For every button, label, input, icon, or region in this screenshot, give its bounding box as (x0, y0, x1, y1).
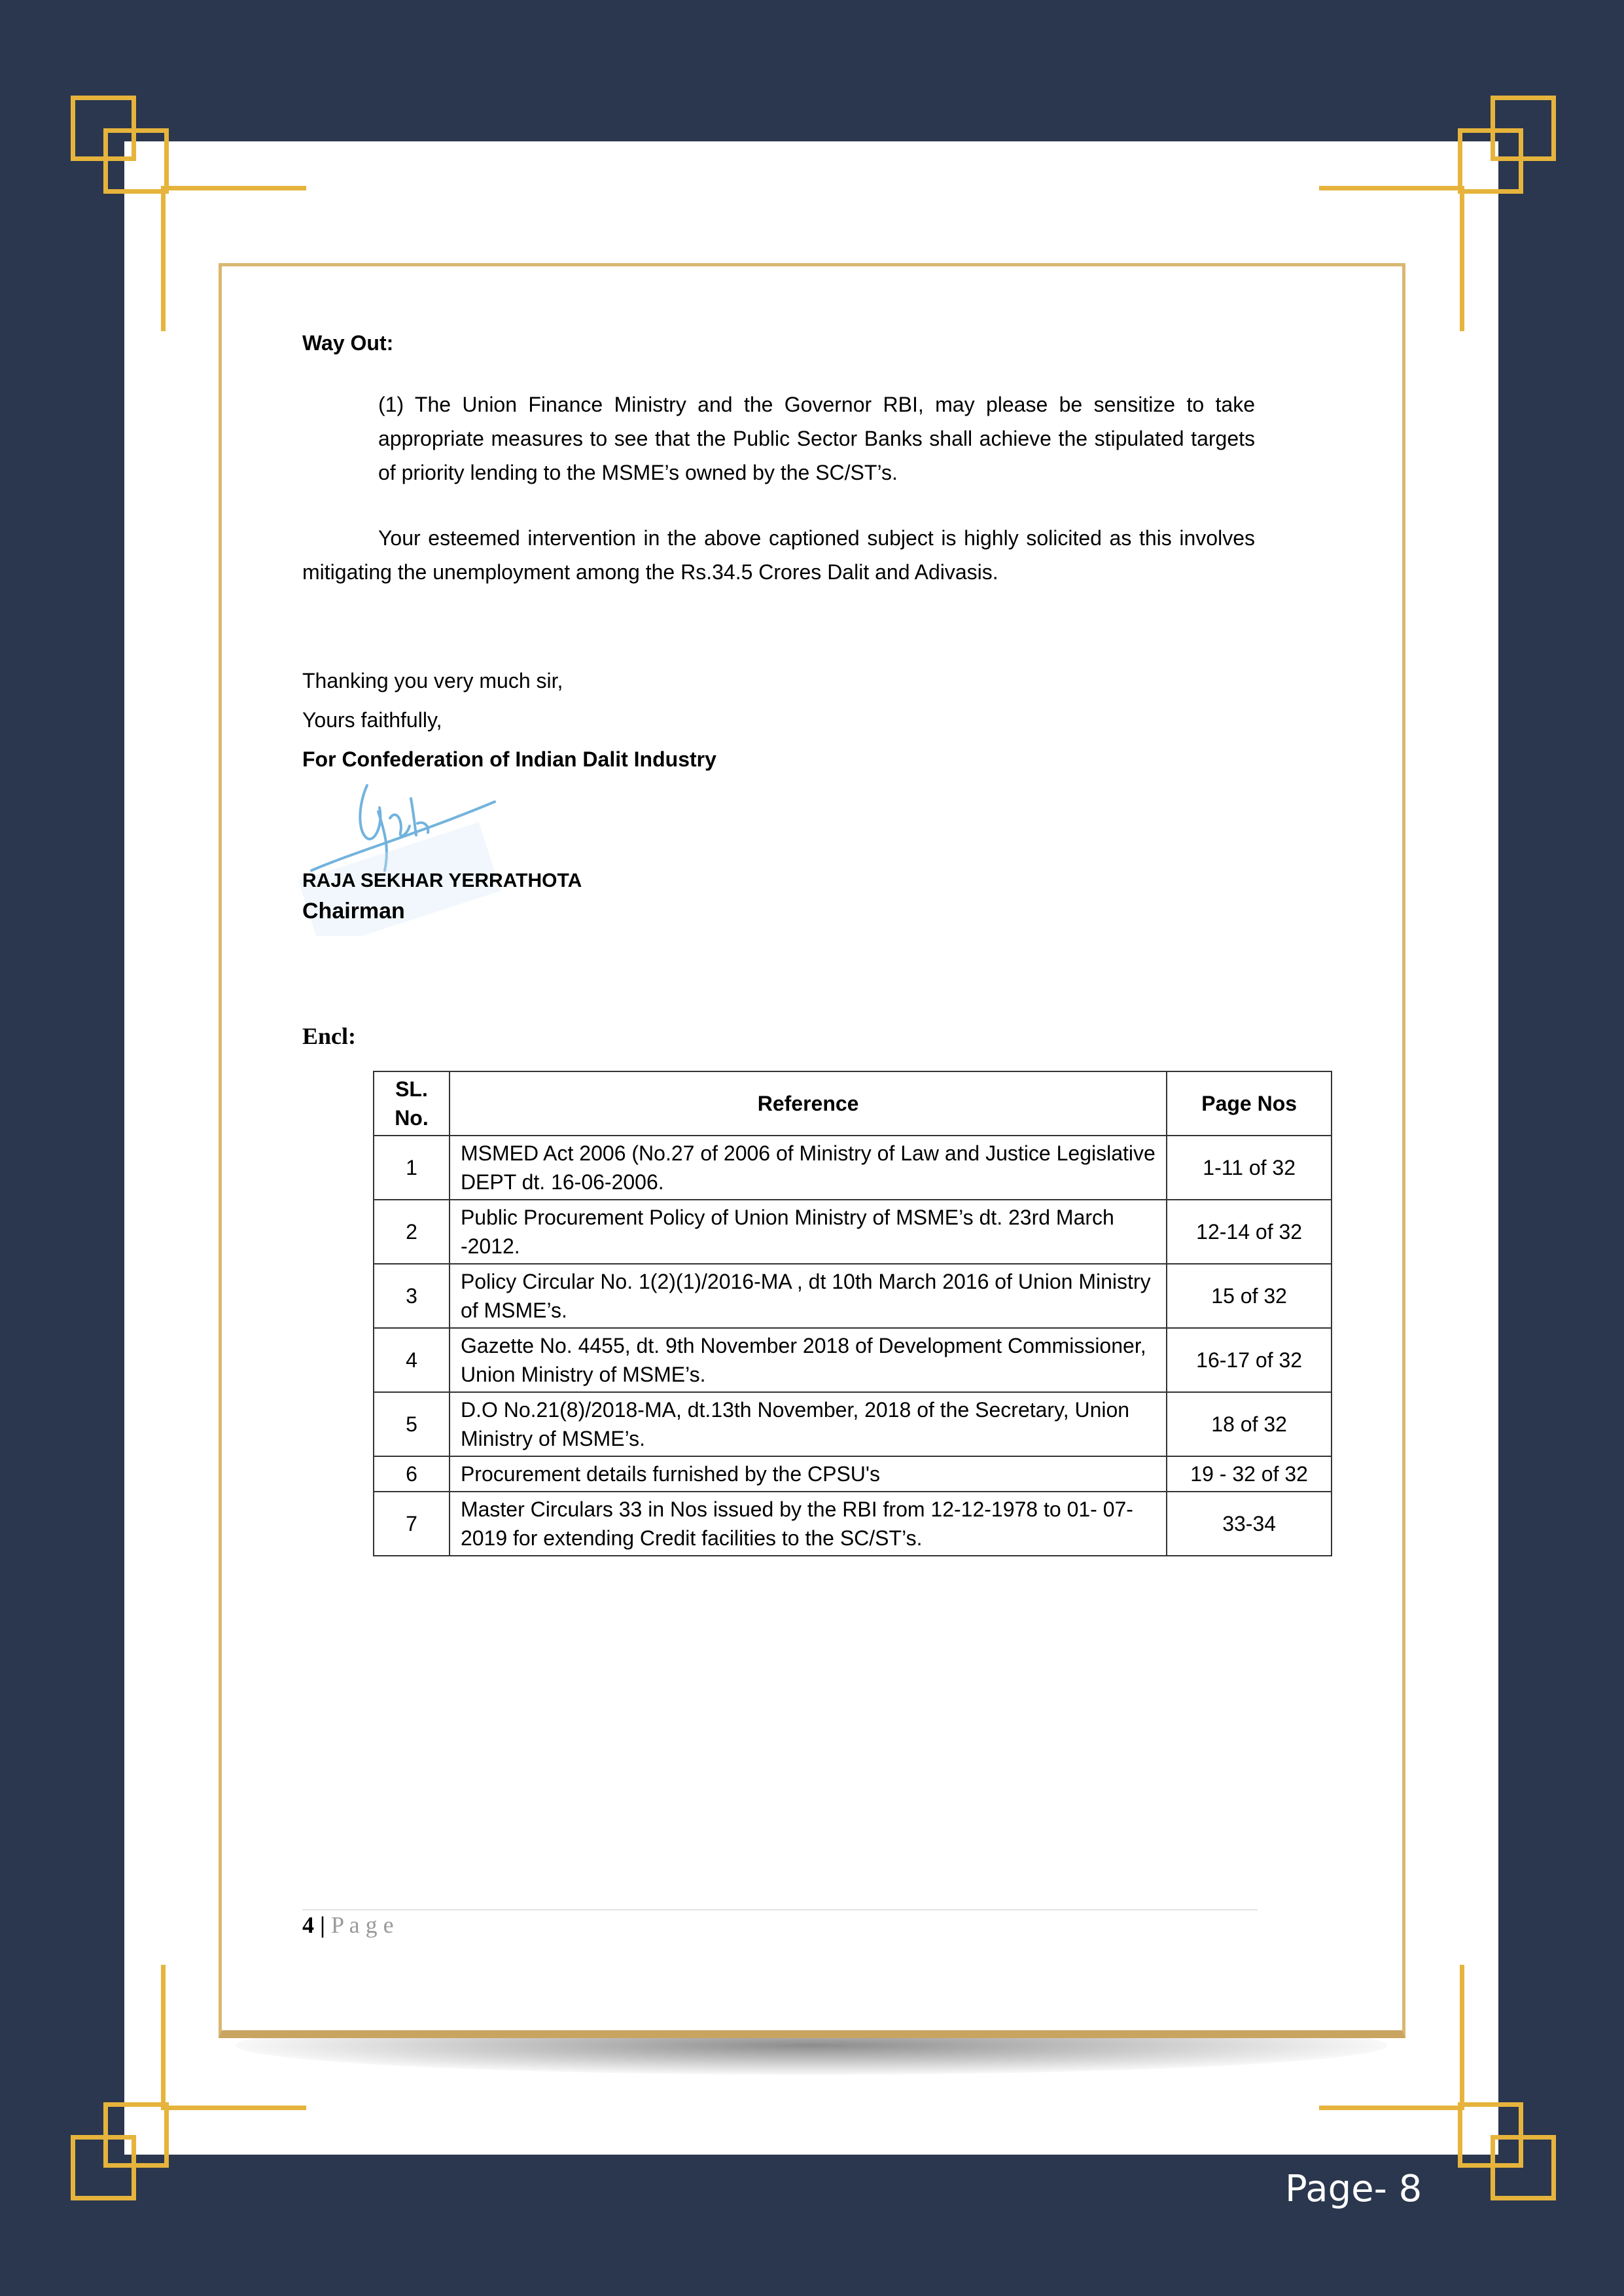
header-reference: Reference (450, 1071, 1167, 1136)
table-row (374, 1492, 1332, 1556)
row-number: 7 (374, 1492, 450, 1556)
row-reference: Procurement details furnished by the CPSU's (450, 1456, 1167, 1492)
footer-page-number: 4 (302, 1912, 314, 1938)
table-row (374, 1392, 1332, 1456)
table-row (374, 1200, 1332, 1264)
footer-page-word: P a g e (330, 1912, 394, 1938)
row-pages: 12-14 of 32 (1167, 1200, 1332, 1264)
signatory-title: Chairman (302, 899, 405, 924)
row-number: 5 (374, 1392, 450, 1456)
signatory-name: RAJA SEKHAR YERRATHOTA (302, 870, 582, 891)
row-number: 2 (374, 1200, 450, 1264)
row-pages: 1-11 of 32 (1167, 1136, 1332, 1200)
row-number: 4 (374, 1328, 450, 1392)
row-pages: 16-17 of 32 (1167, 1328, 1332, 1392)
header-page-nos: Page Nos (1167, 1071, 1332, 1136)
organization-name: For Confederation of Indian Dalit Industry (302, 747, 716, 771)
row-reference: Policy Circular No. 1(2)(1)/2016-MA , dt 10th March 2016 of Union Ministry of MSME’s. (450, 1264, 1167, 1328)
enclosures-label: Encl: (302, 1023, 357, 1049)
row-number: 6 (374, 1456, 450, 1492)
row-number: 3 (374, 1264, 450, 1328)
closing-yours-faithfully: Yours faithfully, (302, 708, 442, 732)
intervention-paragraph: Your esteemed intervention in the above captioned subject is highly solicited as this involves mitigating the unemployment among the Rs.34.5 Crores Dalit and Adivasis. (302, 526, 1255, 584)
footer-divider (302, 1909, 1258, 1910)
enclosures-table (373, 1071, 1332, 1556)
row-pages: 15 of 32 (1167, 1264, 1332, 1328)
row-pages: 33-34 (1167, 1492, 1332, 1556)
row-pages: 19 - 32 of 32 (1167, 1456, 1332, 1492)
row-reference: Public Procurement Policy of Union Ministry of MSME’s dt. 23rd March -2012. (450, 1200, 1167, 1264)
table-row (374, 1328, 1332, 1392)
row-reference: Gazette No. 4455, dt. 9th November 2018 of Development Commissioner, Union Ministry of MSME’s. (450, 1328, 1167, 1392)
row-reference: MSMED Act 2006 (No.27 of 2006 of Ministry of Law and Justice Legislative DEPT dt. 16-06-2006. (450, 1136, 1167, 1200)
way-out-heading: Way Out: (302, 331, 394, 355)
footer-separator: | (320, 1912, 325, 1938)
table-row (374, 1136, 1332, 1200)
point-1-text: (1) The Union Finance Ministry and the Governor RBI, may please be sensitize to take appropriate measures to see that the Public Sector Banks shall achieve the stipulated targets of priority lending to the MSME’s owned by the SC/ST’s. (378, 393, 1255, 484)
row-reference: D.O No.21(8)/2018-MA, dt.13th November, 2018 of the Secretary, Union Ministry of MSME’s. (450, 1392, 1167, 1456)
table-row (374, 1456, 1332, 1492)
row-number: 1 (374, 1136, 450, 1200)
table-row (374, 1264, 1332, 1328)
row-reference: Master Circulars 33 in Nos issued by the RBI from 12-12-1978 to 01- 07-2019 for extending Credit facilities to the SC/ST’s. (450, 1492, 1167, 1556)
row-pages: 18 of 32 (1167, 1392, 1332, 1456)
header-sl-no: SL. No. (374, 1071, 450, 1136)
closing-thanks: Thanking you very much sir, (302, 669, 563, 692)
table-header-row (374, 1071, 1332, 1136)
page-footer (302, 1911, 394, 1939)
page-label: Page- 8 (1285, 2168, 1422, 2210)
